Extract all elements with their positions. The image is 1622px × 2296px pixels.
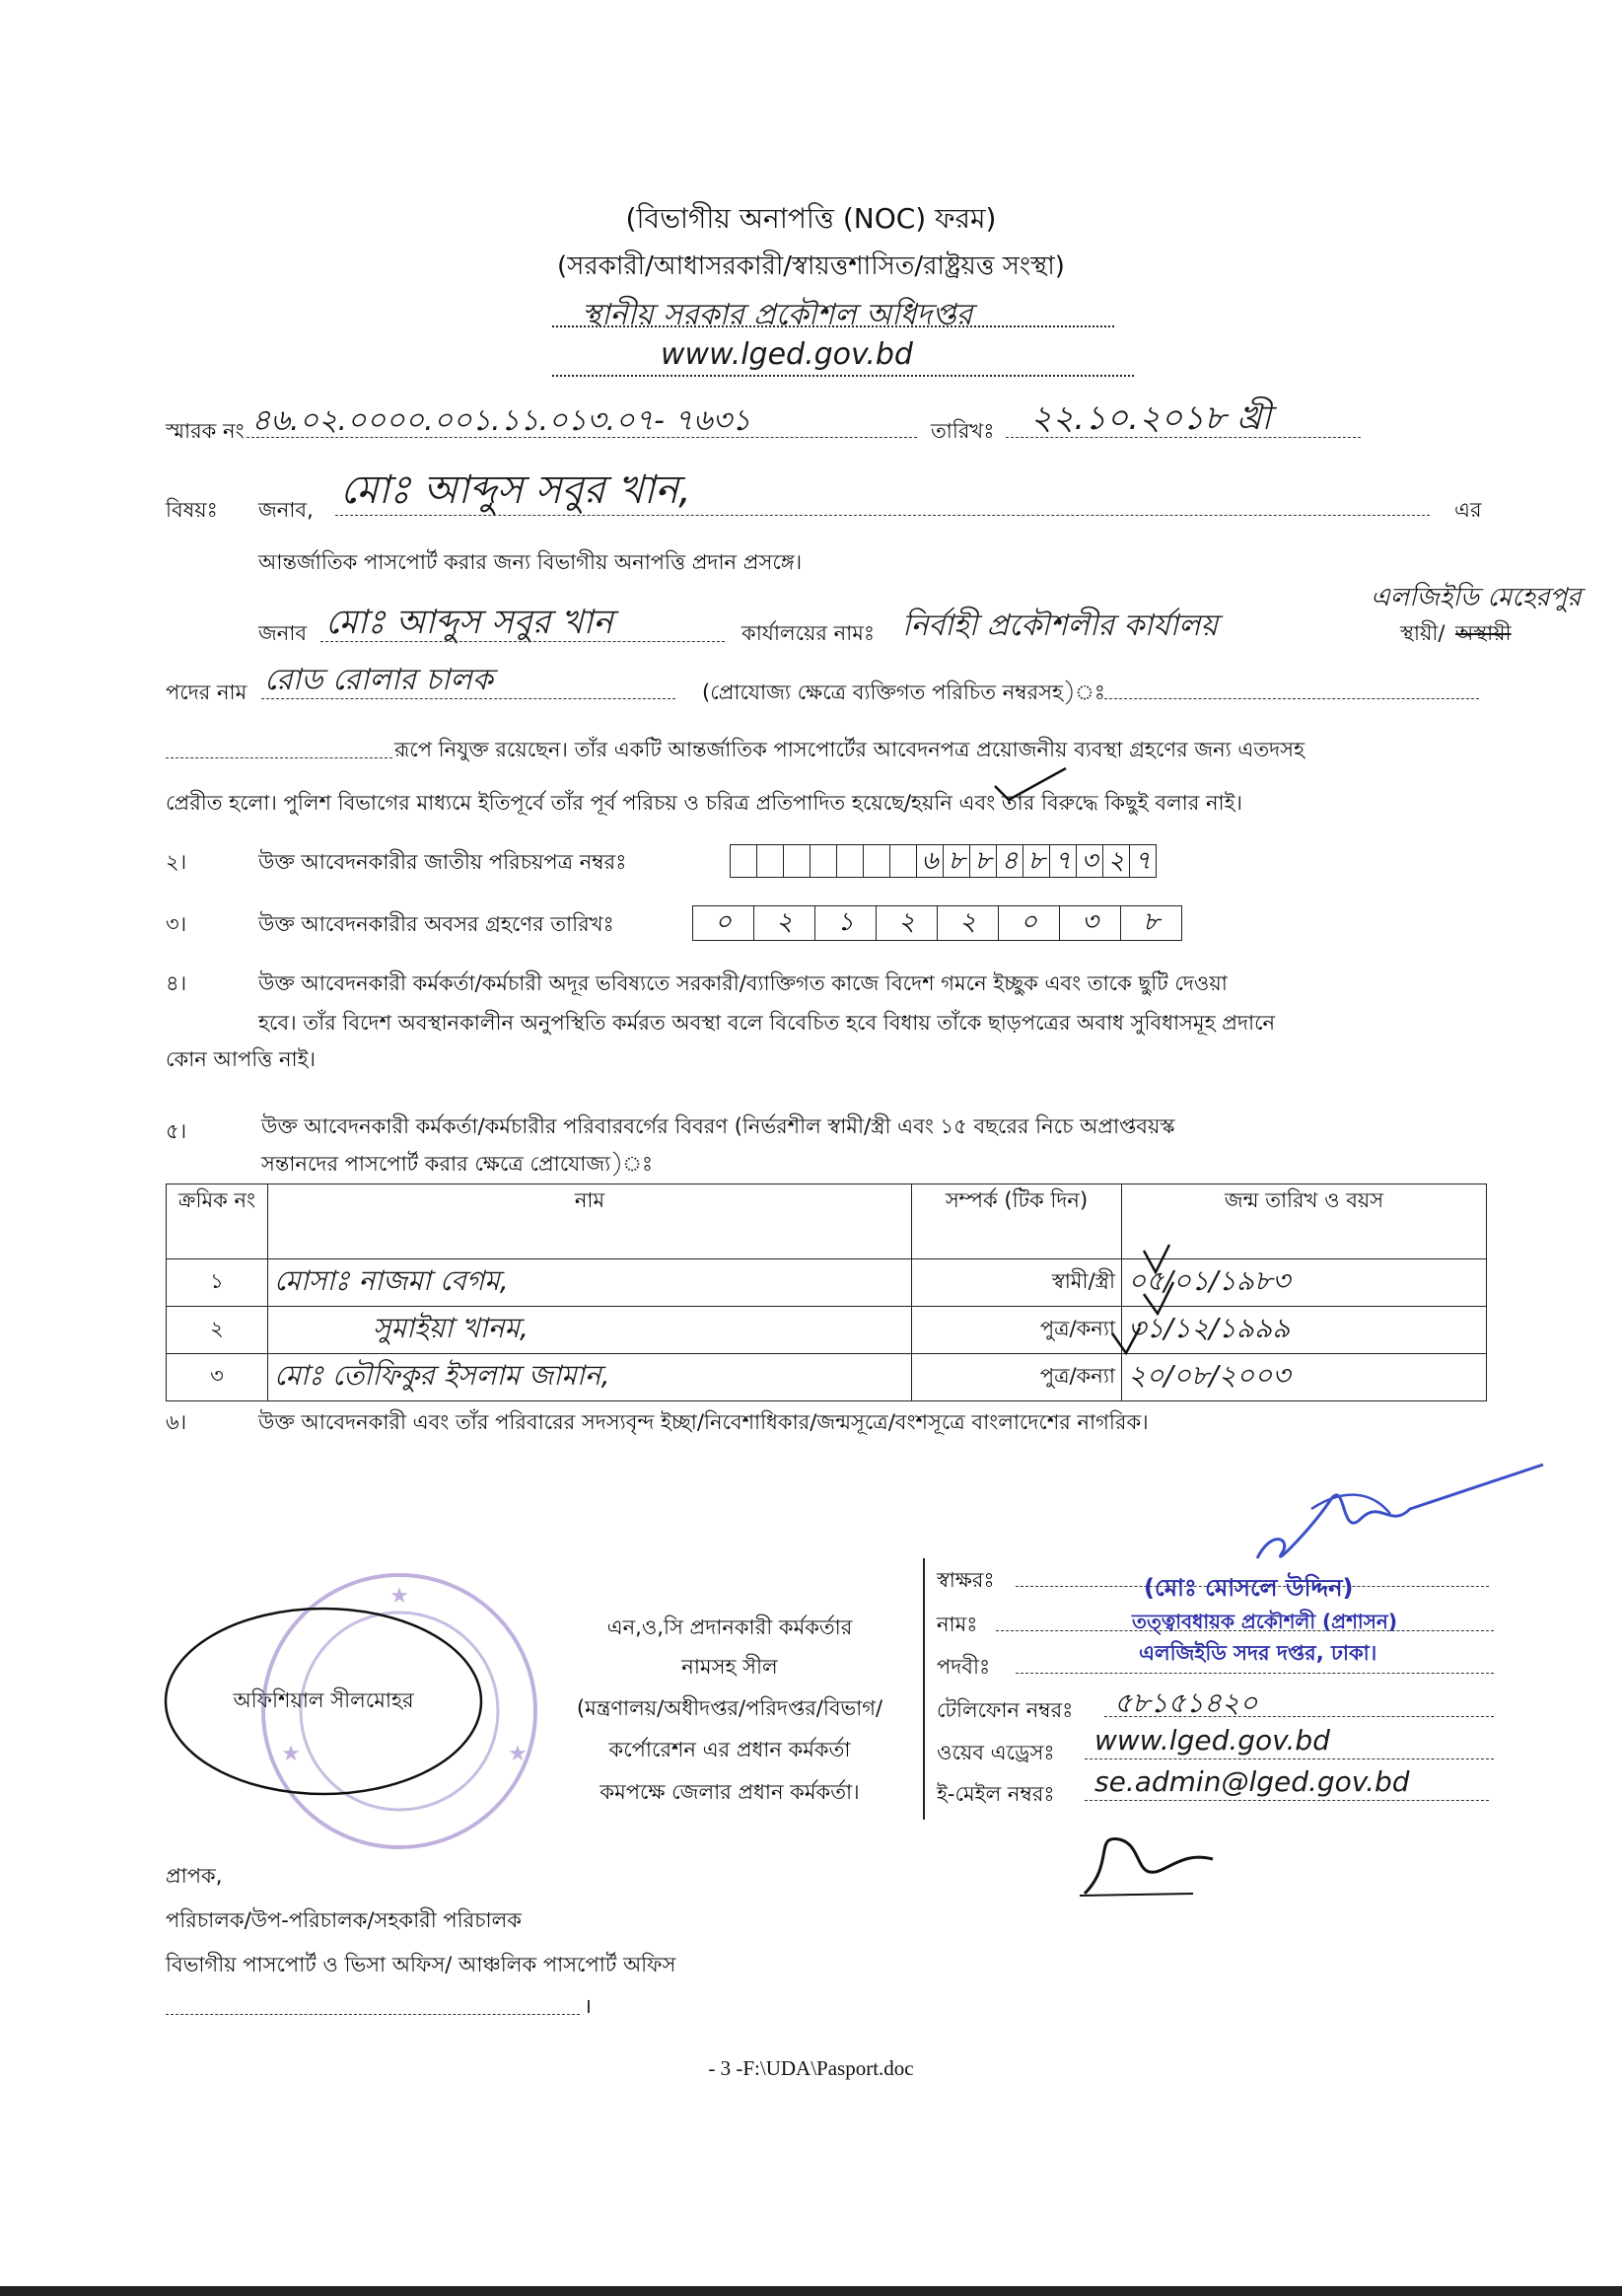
office-handwritten: স্থানীয় সরকার প্রকৌশল অধিদপ্তর bbox=[582, 298, 973, 332]
table-row bbox=[167, 1354, 1487, 1401]
noc-officer-line4: কর্পোরেশন এর প্রধান কর্মকর্তা bbox=[608, 1738, 851, 1761]
phone-value: ৫৮১৫১৪২০ bbox=[1114, 1686, 1258, 1719]
item3-text: উক্ত আবেদনকারীর অবসর গ্রহণের তারিখঃ bbox=[258, 912, 614, 936]
item4-line2: হবে। তাঁর বিদেশ অবস্থানকালীন অনুপস্থিতি কর্মরত অবস্থা বলে বিবেচিত হবে বিধায় তাঁকে ছাড়পত্রের অবাধ সুবিধাসমূহ প্রদানে bbox=[258, 1011, 1276, 1035]
memo-number: ৪৬.০২.০০০০.০০১.১১.০১৩.০৭- ৭৬৩১ bbox=[251, 403, 751, 438]
web-value: www.lged.gov.bd bbox=[1094, 1724, 1330, 1757]
nid-digit: ৭ bbox=[1050, 845, 1077, 877]
nid-digit: ৬ bbox=[917, 845, 944, 877]
row-dob-text: ৩১/১২/১৯৯৯ bbox=[1128, 1312, 1291, 1344]
recipient-label: প্রাপক, bbox=[166, 1864, 223, 1888]
table-row bbox=[167, 1259, 1487, 1307]
initial-signature-icon bbox=[1075, 1815, 1223, 1903]
row-name-text: সুমাইয়া খানম, bbox=[373, 1312, 529, 1344]
nid-digit: ২ bbox=[1103, 845, 1130, 877]
retire-digit: ২ bbox=[938, 906, 999, 940]
nid-digit bbox=[864, 845, 890, 877]
email-value: se.admin@lged.gov.bd bbox=[1094, 1765, 1410, 1798]
nid-digit: ৩ bbox=[1077, 845, 1103, 877]
noc-officer-line3: (মন্ত্রণালয়/অধীদপ্তর/পরিদপ্তর/বিভাগ/ bbox=[576, 1696, 883, 1720]
designation-label: পদবীঃ bbox=[937, 1655, 991, 1679]
body-temporary: অস্থায়ী bbox=[1455, 621, 1512, 645]
item5-number: ৫। bbox=[166, 1119, 187, 1143]
svg-text:★: ★ bbox=[281, 1742, 301, 1766]
item5-line2: সন্তানদের পাসপোর্ট করার ক্ষেত্রে প্রোযোজ্য)ঃ bbox=[261, 1152, 654, 1176]
body-name-line bbox=[320, 641, 725, 642]
noc-officer-line2: নামসহ সীল bbox=[681, 1655, 778, 1679]
nid-digit: ৮ bbox=[970, 845, 997, 877]
body-applicant-name: মোঃ আব্দুস সবুর খান bbox=[325, 603, 613, 642]
web-label: ওয়েব এড্রেসঃ bbox=[937, 1741, 1055, 1764]
email-label: ই-মেইল নম্বরঃ bbox=[937, 1782, 1055, 1806]
body-office-extra: এলজিইডি মেহেরপুর bbox=[1371, 583, 1582, 612]
retire-digit: ৩ bbox=[1060, 906, 1121, 940]
email-line bbox=[1085, 1800, 1489, 1801]
scan-bottom-edge bbox=[0, 2286, 1622, 2296]
noc-officer-line1: এন,ও,সি প্রদানকারী কর্মকর্তার bbox=[606, 1615, 853, 1639]
body-post-name: রোড রোলার চালক bbox=[264, 663, 493, 697]
svg-text:★: ★ bbox=[508, 1742, 528, 1766]
item6-number: ৬। bbox=[166, 1410, 187, 1434]
col-header-serial: ক্রমিক নং bbox=[167, 1184, 268, 1259]
memo-date-line bbox=[1006, 437, 1361, 438]
form-subtitle: (সরকারী/আধাসরকারী/স্বায়ত্তশাসিত/রাষ্ট্রয়ত্ত সংস্থা) bbox=[557, 251, 1065, 281]
web-line bbox=[1085, 1758, 1494, 1759]
svg-text:★: ★ bbox=[389, 1584, 409, 1609]
nid-number-boxes bbox=[730, 844, 1157, 878]
row-relation: স্বামী/স্ত্রী bbox=[912, 1259, 1122, 1307]
footer-path: - 3 -F:\UDA\Pasport.doc bbox=[708, 2056, 914, 2080]
subject-suffix: এর bbox=[1454, 498, 1482, 522]
nid-digit bbox=[811, 845, 837, 877]
stamp-designation: তত্ত্বাবধায়ক প্রকৌশলী (প্রশাসন) bbox=[1132, 1610, 1398, 1633]
item4-number: ৪। bbox=[166, 971, 187, 995]
retire-digit: ১ bbox=[815, 906, 877, 940]
nid-digit bbox=[731, 845, 757, 877]
stamp-office: এলজিইডি সদর দপ্তর, ঢাকা। bbox=[1139, 1641, 1377, 1665]
phone-label: টেলিফোন নম্বরঃ bbox=[937, 1698, 1074, 1722]
body-janab: জনাব bbox=[258, 621, 308, 645]
nid-digit bbox=[757, 845, 784, 877]
nid-digit bbox=[837, 845, 864, 877]
stamp-officer-name: (মোঃ মোসলে উদ্দিন) bbox=[1144, 1574, 1354, 1602]
col-header-name: নাম bbox=[268, 1184, 912, 1259]
office-dotted-line bbox=[552, 325, 1114, 327]
item2-text: উক্ত আবেদনকারীর জাতীয় পরিচয়পত্র নম্বরঃ bbox=[258, 850, 627, 874]
row-relation: পুত্র/কন্যা bbox=[912, 1307, 1122, 1354]
officer-signature-icon bbox=[1252, 1460, 1548, 1568]
family-table bbox=[166, 1184, 1487, 1401]
designation-line bbox=[1016, 1673, 1494, 1674]
website-handwritten: www.lged.gov.bd bbox=[661, 337, 913, 372]
noc-officer-line5: কমপক্ষে জেলার প্রধান কর্মকর্তা। bbox=[599, 1780, 860, 1804]
table-row bbox=[167, 1307, 1487, 1354]
memo-date-label: তারিখঃ bbox=[931, 419, 995, 443]
recipient-line1: পরিচালক/উপ-পরিচালক/সহকারী পরিচালক bbox=[166, 1908, 522, 1932]
retire-digit: ৮ bbox=[1143, 907, 1160, 937]
recipient-line2: বিভাগীয় পাসপোর্ট ও ভিসা অফিস/ আঞ্চলিক পাসপোর্ট অফিস bbox=[166, 1953, 676, 1976]
nid-digit bbox=[890, 845, 917, 877]
body-id-note: (প্রোযোজ্য ক্ষেত্রে ব্যক্তিগত পরিচিত নম্বরসহ)ঃ bbox=[702, 681, 1105, 704]
row-name bbox=[268, 1259, 912, 1307]
row-serial: ১ bbox=[167, 1259, 268, 1307]
body-id-line bbox=[1104, 698, 1479, 699]
subject-janab: জনাব, bbox=[258, 498, 314, 522]
subject-name-line bbox=[335, 515, 1430, 516]
nid-digit: ৮ bbox=[1023, 845, 1050, 877]
official-seal-label: অফিশিয়াল সীলমোহর bbox=[233, 1688, 414, 1712]
retire-digit: ০ bbox=[693, 906, 754, 940]
nid-digit: ৭ bbox=[1134, 846, 1152, 876]
retire-digit: ০ bbox=[999, 906, 1060, 940]
memo-number-line bbox=[247, 437, 917, 438]
subject-label: বিষয়ঃ bbox=[166, 498, 218, 522]
row-name bbox=[268, 1307, 912, 1354]
name-label: নামঃ bbox=[937, 1613, 978, 1636]
body-post-line bbox=[261, 698, 675, 699]
recipient-blank-line bbox=[166, 2014, 580, 2015]
item4-line3: কোন আপত্তি নাই। bbox=[166, 1047, 317, 1071]
website-dotted-line bbox=[552, 375, 1134, 377]
item4-line1: উক্ত আবেদনকারী কর্মকর্তা/কর্মচারী অদূর ভবিষ্যতে সরকারী/ব্যাক্তিগত কাজে বিদেশ গমনে ইচ্ছুক এবং তাকে ছুটি দেওয়া bbox=[258, 971, 1228, 995]
body-rank-line bbox=[166, 757, 392, 758]
row-name-text: মোঃ তৌফিকুর ইসলাম জামান, bbox=[274, 1359, 610, 1392]
form-title: (বিভাগীয় অনাপত্তি (NOC) ফরম) bbox=[625, 202, 997, 235]
row-dob-text: ০৫/০১/১৯৮৩ bbox=[1128, 1264, 1291, 1297]
retire-digit: ২ bbox=[754, 906, 815, 940]
item6-text: উক্ত আবেদনকারী এবং তাঁর পরিবারের সদস্যবৃন্দ ইচ্ছা/নিবেশাধিকার/জন্মসূত্রে/বংশসূত্রে বাংলাদেশের নাগরিক। bbox=[258, 1410, 1149, 1434]
retirement-date-boxes bbox=[692, 905, 1182, 941]
item2-number: ২। bbox=[166, 850, 187, 874]
row-relation: পুত্র/কন্যা bbox=[912, 1354, 1122, 1401]
row-name bbox=[268, 1354, 912, 1401]
item3-number: ৩। bbox=[166, 912, 187, 936]
tick-mark-icon bbox=[991, 764, 1070, 804]
col-header-relation: সম্পর্ক (টিক দিন) bbox=[912, 1184, 1122, 1259]
vertical-divider bbox=[923, 1558, 925, 1820]
table-tick-marks-icon bbox=[1104, 1243, 1223, 1371]
body-para-line3: রূপে নিযুক্ত রয়েছেন। তাঁর একটি আন্তর্জাতিক পাসপোর্টের আবেদনপত্র প্রয়োজনীয় ব্যবস্থা গ্রহণের জন্য এতদসহ bbox=[394, 738, 1305, 761]
body-office-name: নির্বাহী প্রকৌশলীর কার্যালয় bbox=[902, 609, 1219, 643]
subject-applicant-name: মোঃ আব্দুস সবুর খান, bbox=[340, 467, 691, 513]
phone-line bbox=[1104, 1716, 1494, 1717]
memo-label: স্মারক নং bbox=[166, 419, 245, 443]
nid-digit: ৪ bbox=[997, 845, 1023, 877]
row-dob-text: ২০/০৮/২০০৩ bbox=[1128, 1359, 1291, 1392]
memo-date: ২২.১০.২০১৮ খ্রী bbox=[1030, 398, 1272, 438]
recipient-line3-end: । bbox=[584, 1994, 592, 2018]
body-para-line4: প্রেরীত হলো। পুলিশ বিভাগের মাধ্যমে ইতিপূর্বে তাঁর পূর্ব পরিচয় ও চরিত্র প্রতিপাদিত হয়েছে/হয়নি এবং তার বিরুদ্ধে কিছুই বলার নাই। bbox=[166, 791, 1243, 815]
body-post-label: পদের নাম bbox=[166, 681, 247, 704]
subject-line2: আন্তর্জাতিক পাসপোর্ট করার জন্য বিভাগীয় অনাপত্তি প্রদান প্রসঙ্গে। bbox=[258, 550, 803, 574]
nid-digit: ৮ bbox=[944, 845, 970, 877]
retire-digit: ২ bbox=[877, 906, 938, 940]
nid-digit bbox=[784, 845, 811, 877]
item5-line1: উক্ত আবেদনকারী কর্মকর্তা/কর্মচারীর পরিবারবর্গের বিবরণ (নির্ভরশীল স্বামী/স্ত্রী এবং ১৫ বছরের নিচে অপ্রাপ্তবয়স্ক bbox=[261, 1114, 1175, 1138]
sign-label: স্বাক্ষরঃ bbox=[937, 1568, 995, 1592]
row-serial: ৩ bbox=[167, 1354, 268, 1401]
col-header-dob: জন্ম তারিখ ও বয়স bbox=[1122, 1184, 1487, 1259]
body-office-label: কার্যালয়ের নামঃ bbox=[741, 621, 876, 645]
body-permanent: স্থায়ী/ bbox=[1400, 621, 1446, 645]
row-name-text: মোসাঃ নাজমা বেগম, bbox=[274, 1264, 509, 1297]
table-header-row bbox=[167, 1184, 1487, 1259]
row-serial: ২ bbox=[167, 1307, 268, 1354]
